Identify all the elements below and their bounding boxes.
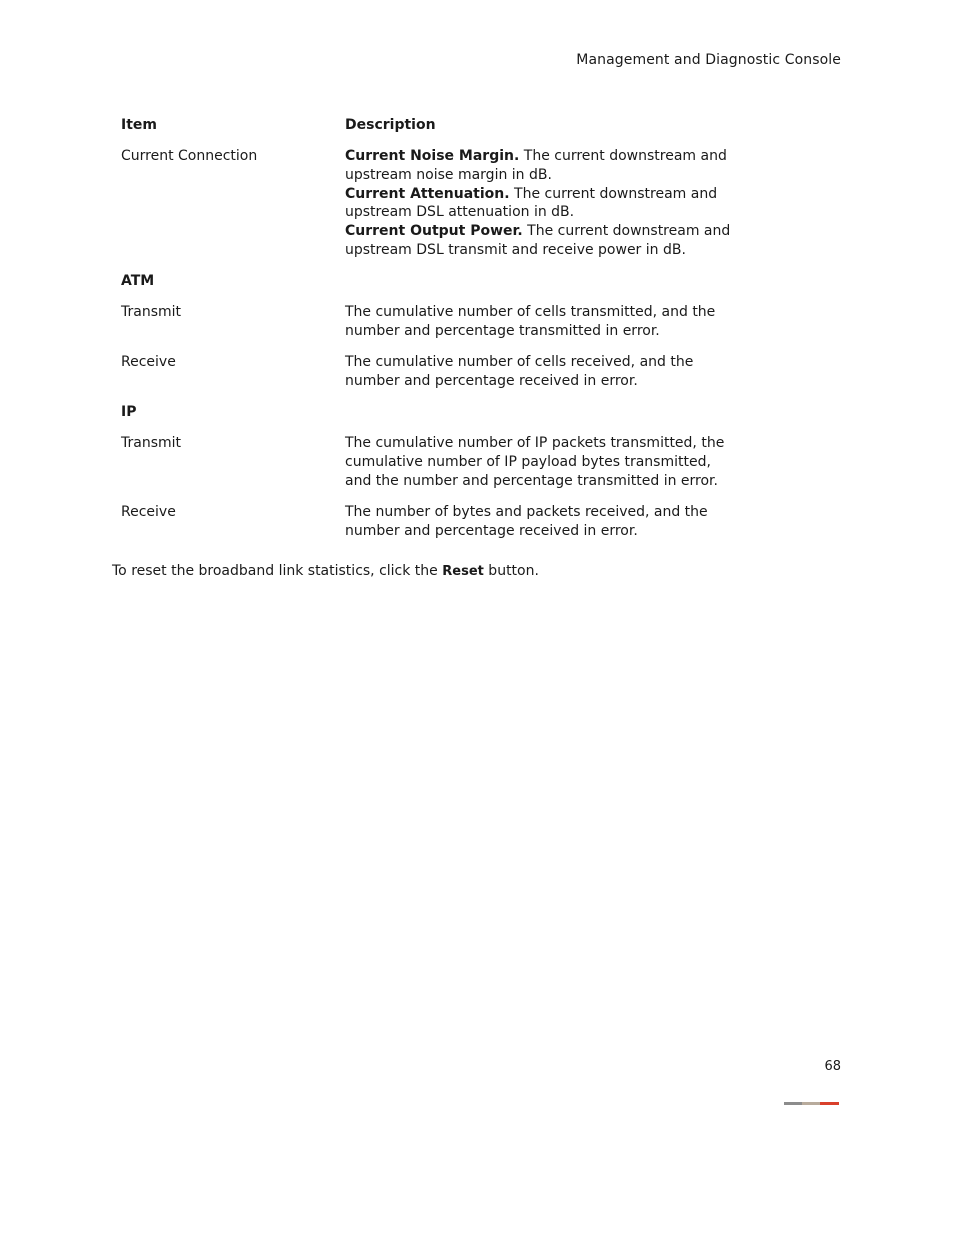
- table-row-ip-transmit: [121, 434, 741, 490]
- table-row-atm-transmit: [121, 303, 741, 341]
- description-ip-receive: The number of bytes and packets received, and the number and percentage received in error.: [345, 503, 708, 539]
- reset-button-reference: Reset: [442, 564, 484, 579]
- page-decoration-bar: [784, 1102, 839, 1105]
- reset-instruction-after: button.: [483, 563, 539, 579]
- column-header-description: Description: [345, 117, 436, 133]
- output-power-entry: [345, 222, 741, 260]
- page-header-title: Management and Diagnostic Console: [576, 52, 841, 68]
- attenuation-term: Current Attenuation.: [345, 185, 510, 202]
- section-heading-ip: IP: [121, 404, 137, 421]
- bar-segment-tan: [802, 1102, 820, 1105]
- description-atm-transmit: The cumulative number of cells transmitted, and the number and percentage transmitted in error.: [345, 304, 716, 340]
- item-ip-receive: Receive: [121, 503, 176, 520]
- bar-segment-red: [820, 1102, 839, 1105]
- reset-instruction: [112, 563, 539, 579]
- column-header-item: Item: [121, 117, 157, 133]
- description-ip-transmit: The cumulative number of IP packets transmitted, the cumulative number of IP payload bytes transmitted, and the number and percentage transmitted in error.: [345, 435, 725, 489]
- noise-margin-entry: [345, 147, 741, 185]
- table-row-atm-receive: [121, 353, 741, 391]
- item-current-connection: Current Connection: [121, 148, 258, 165]
- item-ip-transmit: Transmit: [121, 435, 182, 452]
- stats-table: [121, 116, 741, 553]
- output-power-term: Current Output Power.: [345, 223, 523, 240]
- noise-margin-term: Current Noise Margin.: [345, 148, 520, 165]
- item-atm-receive: Receive: [121, 354, 176, 371]
- attenuation-entry: [345, 185, 741, 223]
- output-power-text: The current downstream and upstream DSL transmit and receive power in dB.: [345, 223, 731, 259]
- table-header-row: [121, 116, 741, 135]
- noise-margin-text: The current downstream and upstream noise margin in dB.: [345, 148, 727, 183]
- table-row-ip-receive: [121, 503, 741, 541]
- table-row-current-connection: [121, 147, 741, 260]
- item-atm-transmit: Transmit: [121, 304, 182, 321]
- attenuation-text: The current downstream and upstream DSL attenuation in dB.: [345, 185, 718, 221]
- bar-segment-gray: [784, 1102, 802, 1105]
- section-heading-atm: ATM: [121, 273, 155, 290]
- page-number: 68: [824, 1059, 841, 1074]
- description-atm-receive: The cumulative number of cells received, and the number and percentage received in error.: [345, 354, 694, 389]
- reset-instruction-before: To reset the broadband link statistics, click the: [112, 563, 443, 579]
- description-current-connection: [345, 147, 741, 260]
